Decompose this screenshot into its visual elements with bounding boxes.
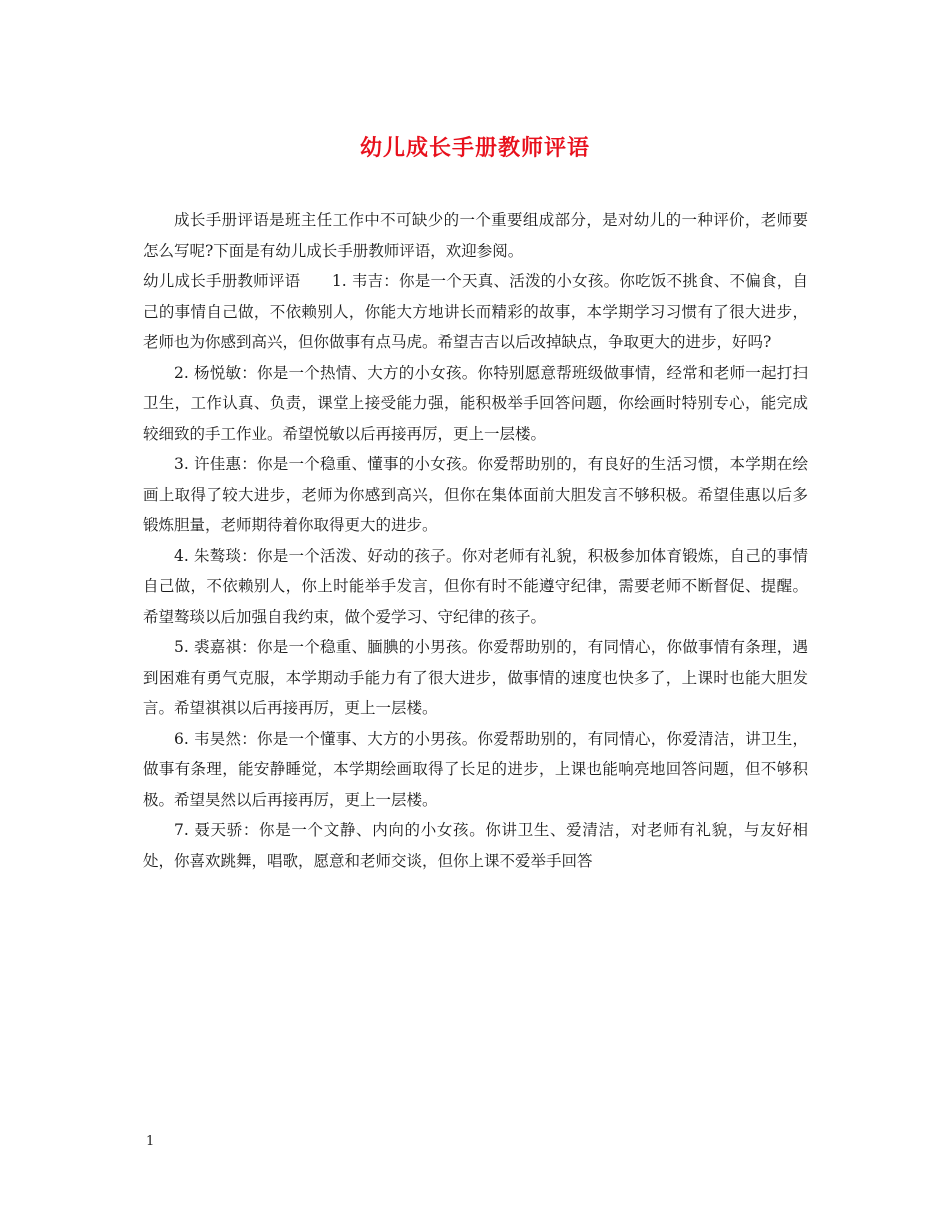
comment-paragraph-6: 6. 韦昊然：你是一个懂事、大方的小男孩。你爱帮助别的，有同情心，你爱清洁，讲卫生，做事有条理，能安静睡觉，本学期绘画取得了长足的进步，上课也能响亮地回答问题，但不够积极。希望昊然以后再接再厉，更上一层楼。 — [143, 729, 808, 809]
intro-paragraph: 成长手册评语是班主任工作中不可缺少的一个重要组成部分，是对幼儿的一种评价，老师要怎么写呢?下面是有幼儿成长手册教师评语，欢迎参阅。 — [143, 211, 808, 260]
comment-paragraph-3: 3. 许佳惠：你是一个稳重、懂事的小女孩。你爱帮助别的，有良好的生活习惯，本学期在绘画上取得了较大进步，老师为你感到高兴，但你在集体面前大胆发言不够积极。希望佳惠以后多锻炼胆量，老师期待着你取得更大的进步。 — [143, 455, 808, 534]
document-body — [143, 205, 808, 876]
comment-paragraph-7: 7. 聂天骄：你是一个文静、内向的小女孩。你讲卫生、爱清洁，对老师有礼貌，与友好相处，你喜欢跳舞，唱歌，愿意和老师交谈，但你上课不爱举手回答 — [143, 821, 808, 870]
page-number: 1 — [146, 1134, 155, 1149]
comment-paragraph-4: 4. 朱骜琰：你是一个活泼、好动的孩子。你对老师有礼貌，积极参加体育锻炼，自己的事情自己做，不依赖别人，你上时能举手发言，但你有时不能遵守纪律，需要老师不断督促、提醒。希望骜琰以后加强自我约束，做个爱学习、守纪律的孩子。 — [143, 546, 808, 626]
document-title: 幼儿成长手册教师评语 — [359, 135, 590, 161]
comment-paragraph-1: 幼儿成长手册教师评语 1. 韦吉：你是一个天真、活泼的小女孩。你吃饭不挑食、不偏食，自己的事情自己做，不依赖别人，你能大方地讲长而精彩的故事，本学期学习习惯有了很大进步，老师也为你感到高兴，但你做事有点马虎。希望吉吉以后改掉缺点，争取更大的进步，好吗? — [143, 272, 808, 351]
comment-paragraph-2: 2. 杨悦敏：你是一个热情、大方的小女孩。你特别愿意帮班级做事情，经常和老师一起打扫卫生，工作认真、负责，课堂上接受能力强，能积极举手回答问题，你绘画时特别专心，能完成较细致的手工作业。希望悦敏以后再接再厉，更上一层楼。 — [143, 363, 808, 443]
comment-paragraph-5: 5. 裘嘉祺：你是一个稳重、腼腆的小男孩。你爱帮助别的，有同情心，你做事情有条理，遇到困难有勇气克服，本学期动手能力有了很大进步，做事情的速度也快多了，上课时也能大胆发言。希望祺祺以后再接再厉，更上一层楼。 — [143, 638, 808, 717]
